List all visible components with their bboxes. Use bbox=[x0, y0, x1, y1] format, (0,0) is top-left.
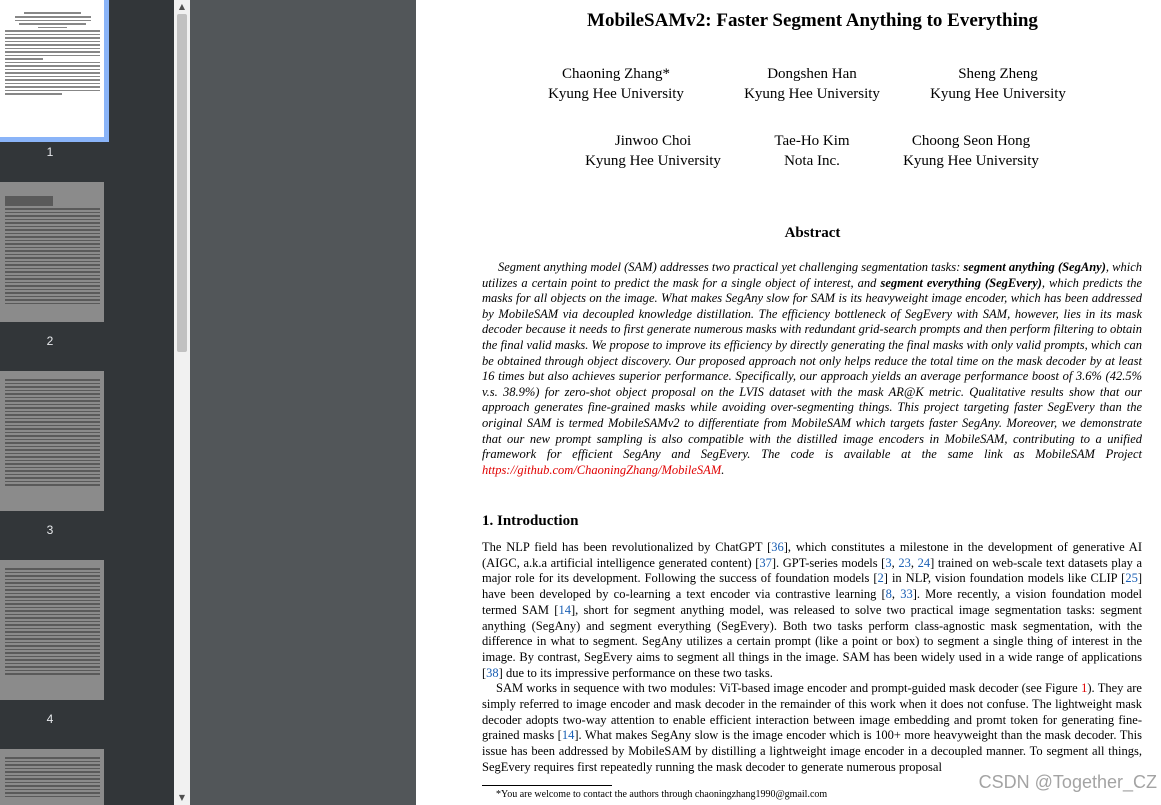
page-thumbnail-2[interactable] bbox=[0, 182, 104, 322]
author-affiliation: Kyung Hee University bbox=[744, 86, 880, 102]
citation-link[interactable]: 8 bbox=[885, 587, 892, 602]
author-block bbox=[712, 64, 912, 104]
author-name: Dongshen Han bbox=[767, 66, 857, 82]
author-affiliation: Kyung Hee University bbox=[903, 153, 1039, 169]
citation-link[interactable]: 23 bbox=[898, 555, 911, 570]
footnote: *You are welcome to contact the authors through chaoningzhang1990@gmail.com bbox=[496, 789, 828, 800]
page-thumbnail-3[interactable] bbox=[0, 371, 104, 511]
citation-link[interactable]: 14 bbox=[561, 728, 575, 743]
pdf-page bbox=[416, 0, 1161, 805]
github-link[interactable]: https://github.com/ChaoningZhang/MobileSAM bbox=[482, 462, 722, 477]
author-name: Sheng Zheng bbox=[958, 66, 1038, 82]
watermark: CSDN @Together_CZ bbox=[978, 772, 1157, 792]
author-block bbox=[898, 64, 1098, 104]
scrollbar-thumb[interactable] bbox=[177, 14, 187, 352]
page-number-label: 3 bbox=[46, 523, 54, 537]
paper-title: MobileSAMv2: Faster Segment Anything to Everything bbox=[587, 10, 1038, 31]
author-block bbox=[871, 131, 1071, 171]
citation-link[interactable]: 2 bbox=[877, 571, 884, 586]
citation-link[interactable]: 24 bbox=[917, 555, 931, 570]
citation-link[interactable]: 37 bbox=[759, 555, 772, 570]
author-name: Choong Seon Hong bbox=[911, 133, 1031, 149]
page-number-label: 4 bbox=[46, 712, 54, 726]
introduction-text: The NLP field has been revolutionalized by ChatGPT [36], which constitutes a milestone in the development of generative AI (AIGC, a.k.a artificial intelligence generated content) [37]. GPT-series models [3, 23, 24] trained on web-scale text datasets play a major role for its development. Following the success of foundation models [2] in NLP, vision foundation models like CLIP [25] have been developed by co-learning a text encoder via contrastive learning [8, 33]. More recently, a vision foundation model termed SAM [14], short for segment anything model, was released to solve two practical image segmentation tasks: segment anything (SegAny) and segment everything (SegEvery). Both two tasks perform class-agnostic mask segmentation, with the difference in what to segment. SegAny utilizes a certain prompt (like a point or box) to segment a single thing of interest in the image. By contrast, SegEvery aims to segment all things in the image. SAM has been widely used in a wide range of applications [38] due to its impressive performance on these two tasks. SAM works in sequence with two modules: ViT-based image encoder and prompt-guided mask decoder (see Figure 1). They are simply referred to image encoder and mask decoder in the remainder of this work when it does not confuse. The lightweight mask decoder adopts two-way attention to enable efficient interaction between image embedding and promt token for generating fine-grained masks [14]. What makes SegAny slow is the image encoder which is 100+ more heavyweight than the mask decoder. This issue has been addressed by MobileSAM by distilling a lightweight image encoder in a decoupled manner. To segment all things, SegEvery requires first repeatedly running the mask decoder to generate numerous proposal bbox=[482, 540, 1143, 774]
author-name: Tae-Ho Kim bbox=[774, 133, 850, 149]
section-heading: 1. Introduction bbox=[482, 513, 579, 529]
citation-link[interactable]: 25 bbox=[1125, 571, 1138, 586]
author-affiliation: Kyung Hee University bbox=[548, 86, 684, 102]
citation-link[interactable]: 33 bbox=[900, 587, 913, 602]
page-number-label: 2 bbox=[46, 334, 54, 348]
citation-link[interactable]: 3 bbox=[885, 555, 892, 570]
sidebar-scrollbar[interactable] bbox=[174, 0, 190, 805]
figure-link[interactable]: 1 bbox=[1081, 681, 1088, 696]
footnote-rule bbox=[482, 785, 612, 786]
thumbnail-sidebar bbox=[0, 0, 174, 805]
abstract-heading: Abstract bbox=[784, 225, 841, 241]
author-affiliation: Kyung Hee University bbox=[930, 86, 1066, 102]
author-block bbox=[516, 64, 716, 104]
author-affiliation: Nota Inc. bbox=[784, 153, 840, 169]
citation-link[interactable]: 36 bbox=[771, 540, 784, 554]
page-thumbnail-1[interactable] bbox=[0, 0, 104, 137]
citation-link[interactable]: 14 bbox=[558, 602, 571, 617]
scroll-up-icon[interactable]: ▲ bbox=[178, 2, 186, 11]
page-thumbnail-5[interactable] bbox=[0, 749, 104, 805]
page-thumbnail-4[interactable] bbox=[0, 560, 104, 700]
author-affiliation: Kyung Hee University bbox=[585, 153, 721, 169]
author-name: Chaoning Zhang* bbox=[562, 66, 670, 82]
abstract-text: Segment anything model (SAM) addresses two practical yet challenging segmentation tasks: segment anything (SegAny), which utilizes a certain point to predict the mask for a single object of interest, and segment everything (SegEvery), which predicts the masks for all objects on the image. What makes SegAny slow for SAM is its heavyweight image encoder, which has been addressed by MobileSAM via decoupled knowledge distillation. The efficiency bottleneck of SegEvery with SAM, however, lies in its mask decoder because it needs to first generate numerous masks with redundant grid-search prompts and then perform filtering to obtain the final valid masks. We propose to improve its efficiency by directly generating the final masks with only valid prompts, which can be obtained through object discovery. Our proposed approach not only helps reduce the total time on the mask decoder by at least 16 times but also achieves superior performance. Specifically, our approach yields an average performance boost of 3.6% (42.5% v.s. 38.9%) for zero-shot object proposal on the LVIS dataset with the mask AR@K metric. Qualitative results show that our approach generates fine-grained masks while avoiding over-segmenting things. This project targeting faster SegEvery than the original SAM is termed MobileSAMv2 to differentiate from MobileSAM which targets faster SegAny. Moreover, we demonstrate that our new prompt sampling is also compatible with the distilled image encoders in MobileSAM, contributing to a unified framework for efficient SegAny and SegEvery. The code is available at the same link as MobileSAM Project https://github.com/ChaoningZhang/MobileSAM. bbox=[482, 260, 1143, 477]
scroll-down-icon[interactable]: ▼ bbox=[178, 793, 186, 802]
author-name: Jinwoo Choi bbox=[614, 133, 692, 149]
citation-link[interactable]: 38 bbox=[486, 665, 499, 680]
page-number-label: 1 bbox=[46, 145, 54, 159]
